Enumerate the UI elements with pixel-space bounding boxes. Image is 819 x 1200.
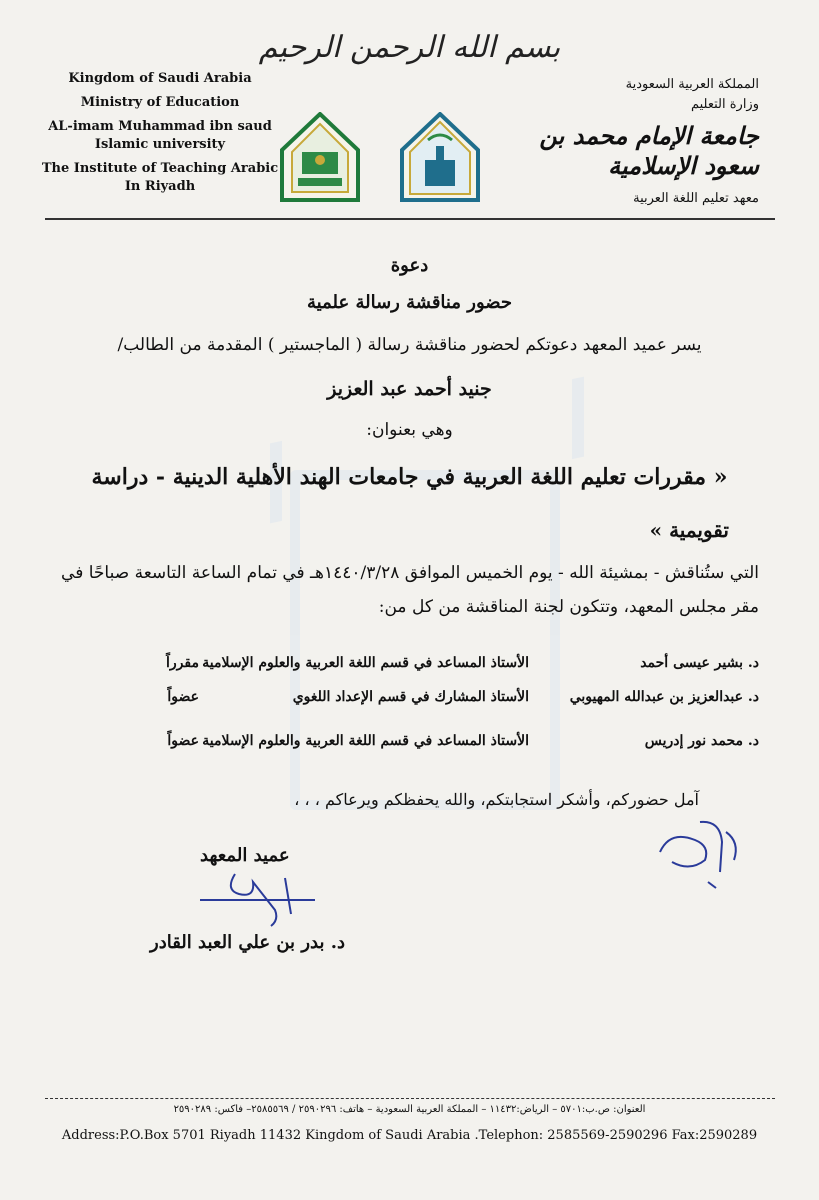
committee-name: د. بشير عيسى أحمد	[640, 655, 759, 671]
committee-role: عضواً	[167, 733, 199, 749]
header-ar-line2: وزارة التعليم	[690, 97, 759, 112]
committee-rank: الأستاذ المساعد في قسم اللغة العربية والعلوم الإسلامية	[202, 655, 529, 671]
committee-row	[59, 733, 759, 757]
committee-rank: الأستاذ المشارك في قسم الإعداد اللغوي	[292, 689, 529, 705]
student-name: جنيد أحمد عبد العزيز	[327, 378, 492, 400]
institute-logo	[280, 112, 360, 202]
signature	[195, 870, 335, 930]
header-arabic	[509, 75, 759, 209]
handwritten-stamp	[650, 812, 760, 892]
header-divider	[45, 218, 775, 220]
committee-name: د. محمد نور إدريس	[644, 733, 759, 749]
dean-name: د. بدر بن علي العبد القادر	[150, 932, 346, 953]
dean-title: عميد المعهد	[200, 845, 290, 866]
header-en-line1: Kingdom of Saudi Arabia	[68, 71, 252, 86]
footer-divider	[45, 1098, 775, 1099]
invitation-subtitle: حضور مناقشة رسالة علمية	[307, 292, 512, 313]
committee-role: مقرراً	[166, 655, 199, 671]
invitation-heading: دعوة	[390, 255, 429, 276]
committee-role: عضواً	[167, 689, 199, 705]
footer-english-address: Address:P.O.Box 5701 Riyadh 11432 Kingdom of Saudi Arabia .Telephon: 2585569-2590296 Fax:2590289	[61, 1128, 758, 1143]
header-ar-institute: معهد تعليم اللغة العربية	[633, 191, 759, 206]
thesis-title-line2: تقويمية »	[649, 518, 729, 542]
header-en-line2: Ministry of Education	[80, 95, 240, 110]
footer-arabic-address: العنوان: ص.ب:٥٧٠١ – الرياض:١١٤٣٢ – المملكة العربية السعودية – هاتف: ٢٥٩٠٢٩٦ / ٢٥٨٥٥٦٩– فاكس: ٢٥٩٠٢٨٩	[173, 1104, 646, 1115]
invitation-intro: يسر عميد المعهد دعوتكم لحضور مناقشة رسالة ( الماجستير ) المقدمة من الطالب/	[117, 335, 702, 355]
committee-rank: الأستاذ المساعد في قسم اللغة العربية والعلوم الإسلامية	[202, 733, 529, 749]
committee-name: د. عبدالعزيز بن عبدالله المهيوبي	[569, 689, 759, 705]
committee-row	[59, 655, 759, 679]
thesis-title-line1: « مقررات تعليم اللغة العربية في جامعات الهند الأهلية الدينية - دراسة	[91, 464, 728, 490]
header-english	[40, 70, 280, 202]
committee-row	[59, 689, 759, 713]
basmala: بسم الله الرحمن الرحيم	[258, 30, 561, 65]
header-en-line4: The Institute of Teaching Arabic In Riyadh	[41, 161, 279, 194]
header-ar-line1: المملكة العربية السعودية	[625, 77, 759, 92]
thesis-title-label: وهي بعنوان:	[366, 420, 453, 440]
closing-line: آمل حضوركم، وأشكر استجابتكم، والله يحفظكم ويرعاكم ، ، ،	[294, 790, 699, 809]
schedule-paragraph: التي ستُناقش - بمشيئة الله - يوم الخميس الموافق ١٤٤٠/٣/٢٨هـ في تمام الساعة التاسعة صباحًا في مقر مجلس المعهد، وتتكون لجنة المناقشة من كل من:	[61, 563, 759, 617]
university-logo	[400, 112, 480, 202]
header-ar-university: جامعة الإمام محمد بن سعود الإسلامية	[539, 121, 759, 180]
header-en-line3: AL-imam Muhammad ibn saud Islamic university	[48, 119, 272, 152]
watermark-logo	[290, 470, 560, 810]
